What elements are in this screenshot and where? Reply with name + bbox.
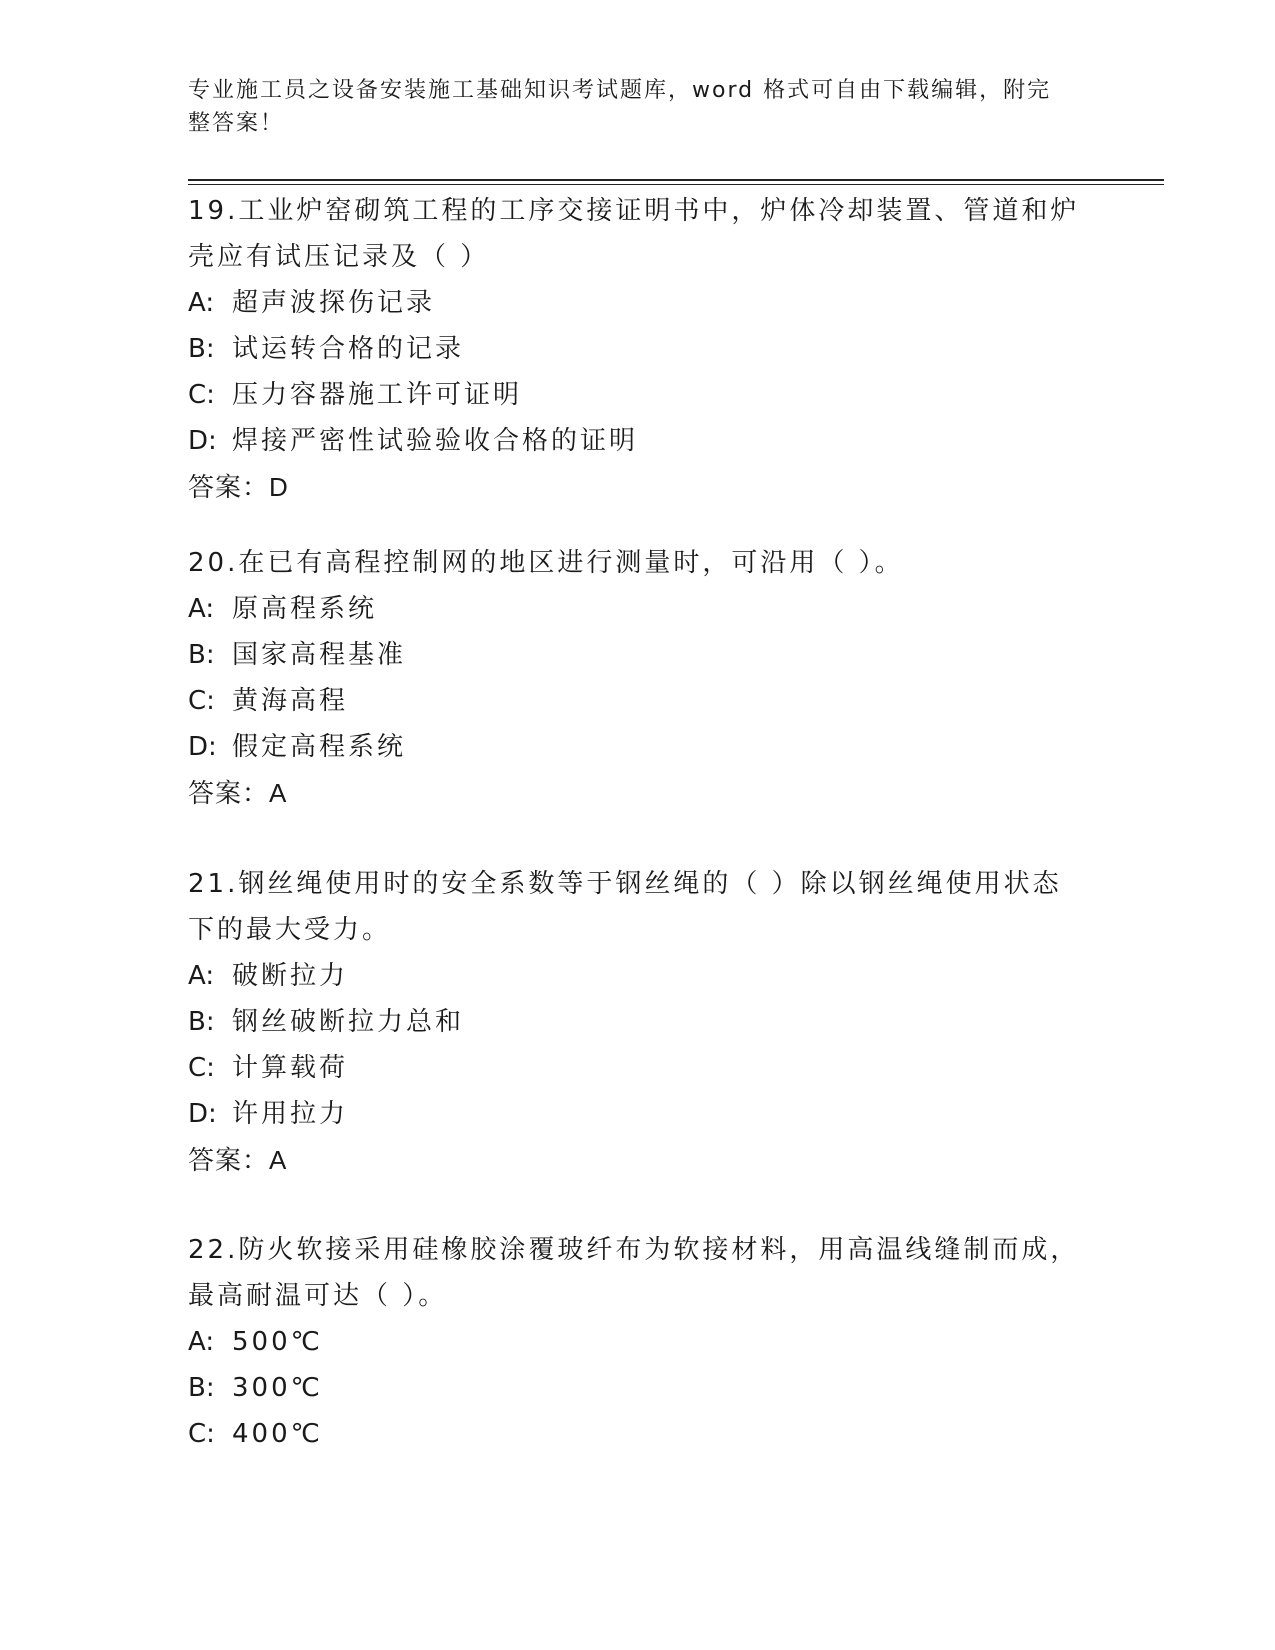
option-b bbox=[188, 632, 1088, 678]
header-divider-thin bbox=[188, 184, 1164, 185]
option-c bbox=[188, 1045, 1088, 1091]
answer-line: 答案：D bbox=[188, 472, 289, 502]
question-stem-line: 22.防火软接采用硅橡胶涂覆玻纤布为软接材料，用高温线缝制而成， bbox=[188, 1235, 1080, 1265]
option-text: 假定高程系统 bbox=[232, 732, 407, 762]
question-stem-line: 19.工业炉窑砌筑工程的工序交接证明书中，炉体冷却装置、管道和炉 bbox=[188, 196, 1080, 226]
option-text: 400℃ bbox=[232, 1419, 323, 1449]
option-letter: C: bbox=[188, 1419, 215, 1449]
option-text: 500℃ bbox=[232, 1327, 323, 1357]
question-22 bbox=[188, 1227, 1088, 1457]
option-a bbox=[188, 280, 1088, 326]
option-a bbox=[188, 586, 1088, 632]
option-d bbox=[188, 1091, 1088, 1137]
option-text: 原高程系统 bbox=[232, 594, 378, 624]
option-text: 许用拉力 bbox=[232, 1099, 349, 1129]
option-c bbox=[188, 1411, 1088, 1457]
option-text: 超声波探伤记录 bbox=[232, 288, 436, 318]
option-text: 黄海高程 bbox=[232, 686, 349, 716]
header-line-1: 专业施工员之设备安装施工基础知识考试题库，word 格式可自由下载编辑，附完 bbox=[188, 78, 1052, 103]
document-header bbox=[188, 74, 1068, 140]
question-stem-line: 21.钢丝绳使用时的安全系数等于钢丝绳的（ ）除以钢丝绳使用状态 bbox=[188, 869, 1062, 899]
option-letter: C: bbox=[188, 686, 215, 716]
option-letter: B: bbox=[188, 1373, 215, 1403]
option-text: 300℃ bbox=[232, 1373, 323, 1403]
question-stem-line: 最高耐温可达（ ）。 bbox=[188, 1281, 448, 1311]
option-a bbox=[188, 1319, 1088, 1365]
option-b bbox=[188, 1365, 1088, 1411]
option-c bbox=[188, 372, 1088, 418]
answer-line: 答案：A bbox=[188, 1145, 288, 1175]
option-text: 破断拉力 bbox=[232, 961, 349, 991]
option-text: 焊接严密性试验验收合格的证明 bbox=[232, 426, 639, 456]
option-a bbox=[188, 953, 1088, 999]
option-b bbox=[188, 326, 1088, 372]
header-divider-thick bbox=[188, 179, 1164, 181]
option-letter: D: bbox=[188, 426, 217, 456]
question-stem-line: 20.在已有高程控制网的地区进行测量时，可沿用（ ）。 bbox=[188, 548, 904, 578]
option-letter: B: bbox=[188, 1007, 215, 1037]
option-text: 国家高程基准 bbox=[232, 640, 407, 670]
option-c bbox=[188, 678, 1088, 724]
option-text: 压力容器施工许可证明 bbox=[232, 380, 523, 410]
option-letter: C: bbox=[188, 380, 215, 410]
option-b bbox=[188, 999, 1088, 1045]
option-d bbox=[188, 724, 1088, 770]
option-text: 钢丝破断拉力总和 bbox=[232, 1007, 465, 1037]
option-letter: C: bbox=[188, 1053, 215, 1083]
question-19 bbox=[188, 188, 1088, 510]
option-letter: A: bbox=[188, 288, 215, 318]
question-21 bbox=[188, 861, 1088, 1183]
question-20 bbox=[188, 540, 1088, 816]
question-stem-line: 下的最大受力。 bbox=[188, 915, 392, 945]
option-letter: B: bbox=[188, 334, 215, 364]
option-letter: D: bbox=[188, 732, 217, 762]
option-text: 计算载荷 bbox=[232, 1053, 349, 1083]
header-line-2: 整答案！ bbox=[188, 111, 285, 136]
option-letter: D: bbox=[188, 1099, 217, 1129]
option-letter: A: bbox=[188, 1327, 215, 1357]
option-text: 试运转合格的记录 bbox=[232, 334, 465, 364]
question-stem-line: 壳应有试压记录及（ ） bbox=[188, 242, 490, 272]
answer-line: 答案：A bbox=[188, 778, 288, 808]
option-letter: A: bbox=[188, 594, 215, 624]
option-d bbox=[188, 418, 1088, 464]
option-letter: B: bbox=[188, 640, 215, 670]
option-letter: A: bbox=[188, 961, 215, 991]
